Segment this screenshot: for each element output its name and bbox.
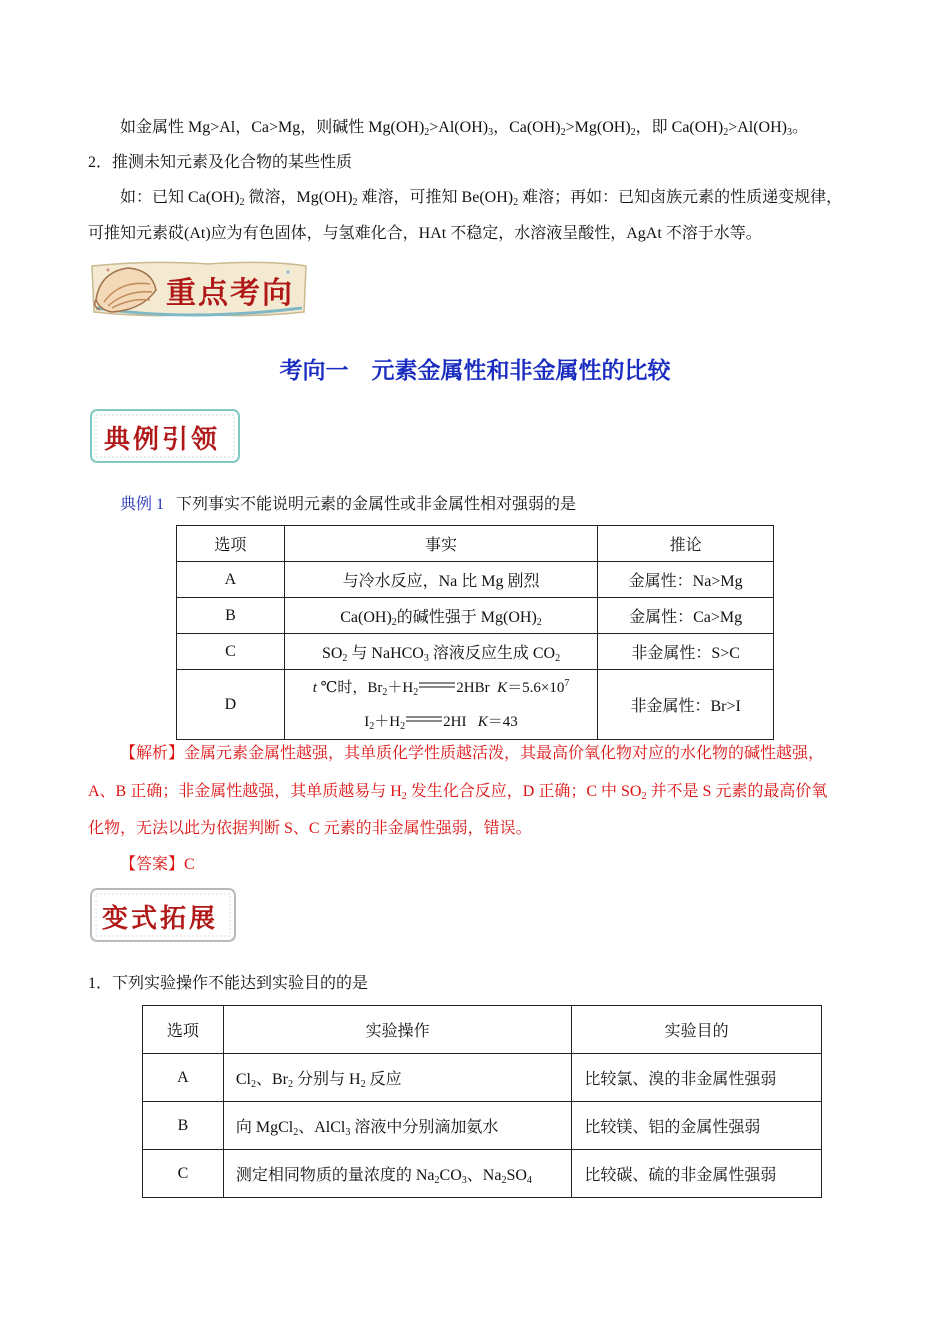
equilibrium-arrow-icon xyxy=(419,680,455,690)
analysis-line-1: 【解析】金属元素金属性越强，其单质化学性质越活泼，其最高价氧化物对应的水化物的碱性越强， xyxy=(120,745,825,762)
intro-line-4: 可推知元素砹(At)应为有色固体，与氢难化合，HAt 不稳定，水溶液呈酸性，AgAt 不溶于水等。 xyxy=(88,225,762,242)
answer-line: 【答案】C xyxy=(120,856,195,873)
table-header-row xyxy=(177,526,774,562)
example-banner xyxy=(88,407,242,465)
table-header-cell: 选项 xyxy=(177,526,285,562)
inference-cell: 非金属性：Br>I xyxy=(598,670,774,740)
table-header-cell: 选项 xyxy=(143,1006,224,1054)
exercise-table xyxy=(142,1005,822,1198)
example-banner-text: 典例引领 xyxy=(104,425,221,455)
section-title: 考向一 元素金属性和非金属性的比较 xyxy=(279,358,671,384)
table-header-cell: 实验目的 xyxy=(572,1006,822,1054)
fact-cell: $SO_2$ 与 NaHCO$_3$ 溶液反应生成 $CO_2$ xyxy=(284,634,597,670)
option-cell: B xyxy=(143,1102,224,1150)
table-row xyxy=(143,1102,822,1150)
key-points-banner xyxy=(88,258,310,320)
operation-cell: 测定相同物质的量浓度的 $Na_2CO_3$、$Na_2SO_4$ xyxy=(223,1150,571,1198)
intro-heading-2: 2．推测未知元素及化合物的某些性质 xyxy=(88,154,353,171)
variant-banner-text: 变式拓展 xyxy=(102,904,219,934)
option-cell: B xyxy=(177,598,285,634)
option-cell: D xyxy=(177,670,285,740)
option-cell: A xyxy=(177,562,285,598)
table-row xyxy=(143,1150,822,1198)
inference-cell: 金属性：Ca>Mg xyxy=(598,598,774,634)
goal-cell: 比较碳、硫的非金属性强弱 xyxy=(572,1150,822,1198)
table-row xyxy=(177,634,774,670)
example-table xyxy=(176,525,774,740)
key-points-banner-text: 重点考向 xyxy=(166,276,294,311)
inference-cell: 金属性：Na>Mg xyxy=(598,562,774,598)
equilibrium-line-2: $I_2+H_2$ 2HI K＝43 xyxy=(364,713,518,732)
inference-cell: 非金属性：S>C xyxy=(598,634,774,670)
analysis-line-2: A、B 正确；非金属性越强，其单质越易与 $H_2$ 发生化合反应，D 正确；C 中 $SO_2$ 并不是 S 元素的最高价氧 xyxy=(88,783,828,802)
exercise-question: 1．下列实验操作不能达到实验目的的是 xyxy=(88,975,369,992)
operation-cell: $Cl_2$、$Br_2$ 分别与 $H_2$ 反应 xyxy=(223,1054,571,1102)
equilibrium-line-1: t ℃时，$Br_2+H_2$ 2HBr $K=5.6\times 10^7$ xyxy=(312,677,570,698)
example-question: 典例 1 下列事实不能说明元素的金属性或非金属性相对强弱的是 xyxy=(120,496,577,513)
analysis-line-3: 化物，无法以此为依据判断 S、C 元素的非金属性强弱，错误。 xyxy=(88,820,532,837)
goal-cell: 比较镁、铝的金属性强弱 xyxy=(572,1102,822,1150)
fact-cell xyxy=(284,670,597,740)
option-cell: A xyxy=(143,1054,224,1102)
table-header-row xyxy=(143,1006,822,1054)
table-row xyxy=(143,1054,822,1102)
option-cell: C xyxy=(177,634,285,670)
equilibrium-arrow-icon xyxy=(406,714,442,724)
option-cell: C xyxy=(143,1150,224,1198)
fact-cell: $Ca(OH)_2$的碱性强于 $Mg(OH)_2$ xyxy=(284,598,597,634)
intro-line-3: 如：已知 $Ca(OH)_2$ 微溶，$Mg(OH)_2$ 难溶，可推知 $Be(OH)_2$ 难溶；再如：已知卤族元素的性质递变规律， xyxy=(120,189,843,208)
table-row xyxy=(177,598,774,634)
fact-cell: 与冷水反应，Na 比 Mg 剧烈 xyxy=(284,562,597,598)
operation-cell: 向 MgCl$_2$、AlCl$_3$ 溶液中分别滴加氨水 xyxy=(223,1102,571,1150)
shell-icon xyxy=(90,260,160,320)
table-header-cell: 推论 xyxy=(598,526,774,562)
example-label: 典例 1 xyxy=(120,496,165,513)
variant-banner xyxy=(88,886,238,944)
table-header-cell: 事实 xyxy=(284,526,597,562)
table-row xyxy=(177,562,774,598)
table-header-cell: 实验操作 xyxy=(223,1006,571,1054)
goal-cell: 比较氯、溴的非金属性强弱 xyxy=(572,1054,822,1102)
intro-line-1: 如金属性 Mg>Al，Ca>Mg，则碱性 $Mg(OH)_2>Al(OH)_3$，$Ca(OH)_2>Mg(OH)_2$，即 $Ca(OH)_2>Al(OH)_3$。 xyxy=(120,119,808,138)
table-row xyxy=(177,670,774,740)
